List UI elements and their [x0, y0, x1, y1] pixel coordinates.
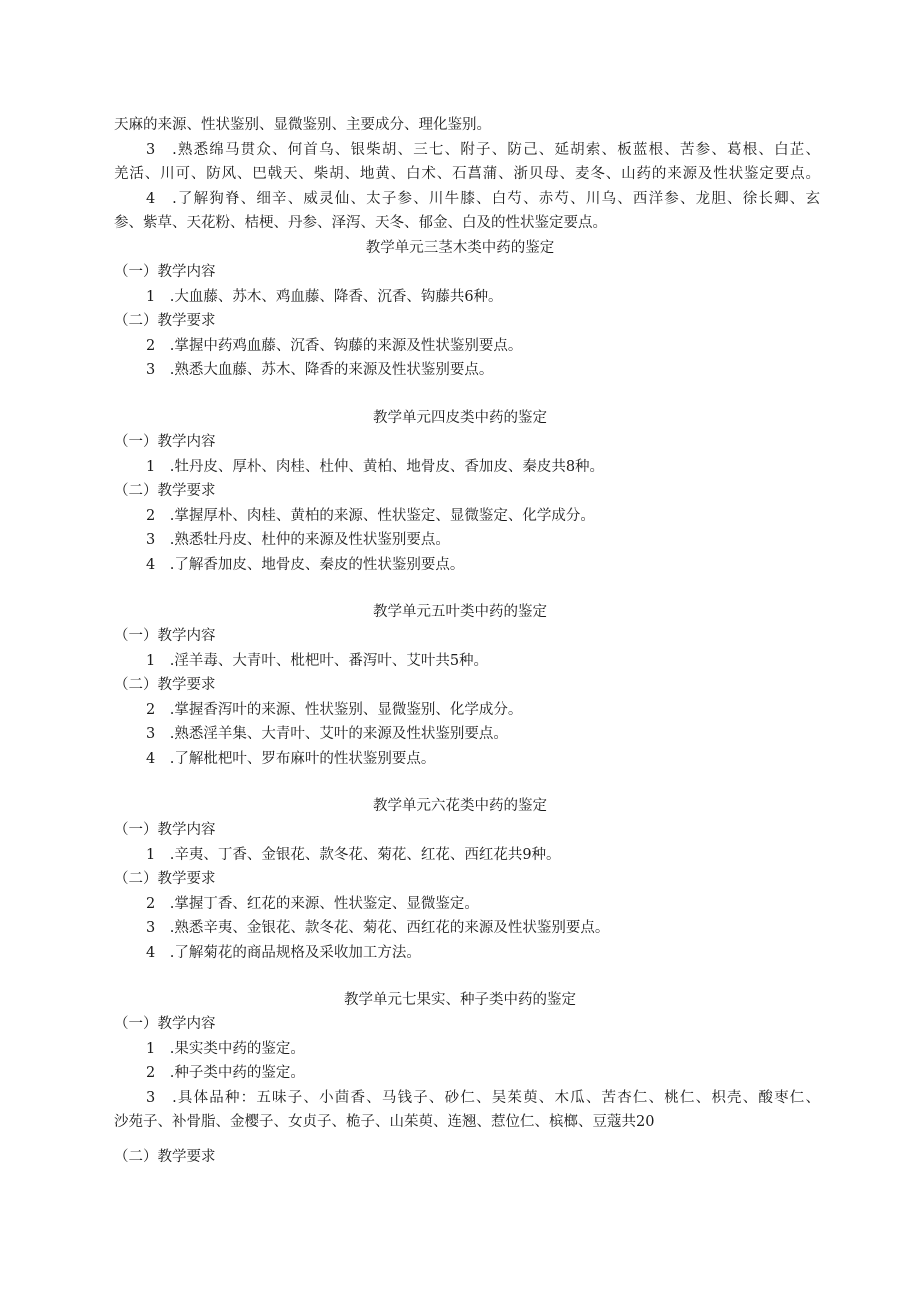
section-heading: 教学单元四皮类中药的鉴定 [373, 410, 547, 426]
list-item: 2 .掌握厚朴、肉桂、黄柏的来源、性状鉴定、显微鉴定、化学成分。 [146, 508, 595, 524]
list-item: 3 .具体品种：五味子、小茴香、马钱子、砂仁、吴茱萸、木瓜、苦杏仁、桃仁、枳壳、酸枣仁、 [146, 1090, 820, 1106]
list-item: 2 .掌握中药鸡血藤、沉香、钩藤的来源及性状鉴别要点。 [146, 338, 523, 354]
list-item: 1 .淫羊毒、大青叶、枇杷叶、番泻叶、艾叶共5种。 [146, 653, 489, 669]
text-line: 羌活、川可、防风、巴戟天、柴胡、地黄、白术、石菖蒲、浙贝母、麦冬、山药的来源及性状鉴定要点。 [114, 166, 820, 182]
subsection-heading: （二）教学要求 [114, 1149, 216, 1165]
list-item: 4 .了解狗脊、细辛、威灵仙、太子参、川牛膝、白芍、赤芍、川乌、西洋参、龙胆、徐长卿、玄 [146, 191, 820, 207]
list-item: 4 .了解菊花的商品规格及采收加工方法。 [146, 945, 421, 961]
text-line: 沙苑子、补骨脂、金樱子、女贞子、桅子、山茱萸、连翘、惹位仁、槟榔、豆蔻共20 [114, 1114, 655, 1130]
list-item: 4 .了解枇杷叶、罗布麻叶的性状鉴别要点。 [146, 751, 436, 767]
subsection-heading: （二）教学要求 [114, 483, 216, 499]
subsection-heading: （二）教学要求 [114, 871, 216, 887]
list-item: 3 .熟悉大血藤、苏木、降香的来源及性状鉴别要点。 [146, 362, 494, 378]
section-heading: 教学单元六花类中药的鉴定 [373, 798, 547, 814]
section-heading: 教学单元三茎木类中药的鉴定 [365, 240, 555, 256]
text-line: 天麻的来源、性状鉴别、显微鉴别、主要成分、理化鉴别。 [114, 117, 491, 133]
subsection-heading: （一）教学内容 [114, 434, 216, 450]
list-item: 2 .种子类中药的鉴定。 [146, 1065, 305, 1081]
section-heading: 教学单元七果实、种子类中药的鉴定 [344, 992, 576, 1008]
list-item: 1 .辛夷、丁香、金银花、款冬花、菊花、红花、西红花共9种。 [146, 847, 561, 863]
subsection-heading: （一）教学内容 [114, 822, 216, 838]
subsection-heading: （一）教学内容 [114, 628, 216, 644]
subsection-heading: （二）教学要求 [114, 313, 216, 329]
list-item: 2 .掌握丁香、红花的来源、性状鉴定、显微鉴定。 [146, 896, 479, 912]
subsection-heading: （一）教学内容 [114, 264, 216, 280]
list-item: 3 .熟悉牡丹皮、杜仲的来源及性状鉴别要点。 [146, 532, 450, 548]
subsection-heading: （二）教学要求 [114, 677, 216, 693]
list-item: 3 .熟悉淫羊集、大青叶、艾叶的来源及性状鉴别要点。 [146, 726, 508, 742]
list-item: 2 .掌握香泻叶的来源、性状鉴别、显微鉴别、化学成分。 [146, 702, 523, 718]
list-item: 4 .了解香加皮、地骨皮、秦皮的性状鉴别要点。 [146, 557, 465, 573]
list-item: 3 .熟悉辛夷、金银花、款冬花、菊花、西红花的来源及性状鉴别要点。 [146, 920, 610, 936]
list-item: 1 .牡丹皮、厚朴、肉桂、杜仲、黄柏、地骨皮、香加皮、秦皮共8种。 [146, 459, 605, 475]
list-item: 1 .大血藤、苏木、鸡血藤、降香、沉香、钩藤共6种。 [146, 289, 503, 305]
section-heading: 教学单元五叶类中药的鉴定 [373, 604, 547, 620]
subsection-heading: （一）教学内容 [114, 1016, 216, 1032]
list-item: 1 .果实类中药的鉴定。 [146, 1041, 305, 1057]
list-item: 3 .熟悉绵马贯众、何首乌、银柴胡、三七、附子、防己、延胡索、板蓝根、苦参、葛根、白芷、 [146, 142, 820, 158]
text-line: 参、紫草、天花粉、桔梗、丹参、泽泻、天冬、郁金、白及的性状鉴定要点。 [114, 215, 607, 231]
